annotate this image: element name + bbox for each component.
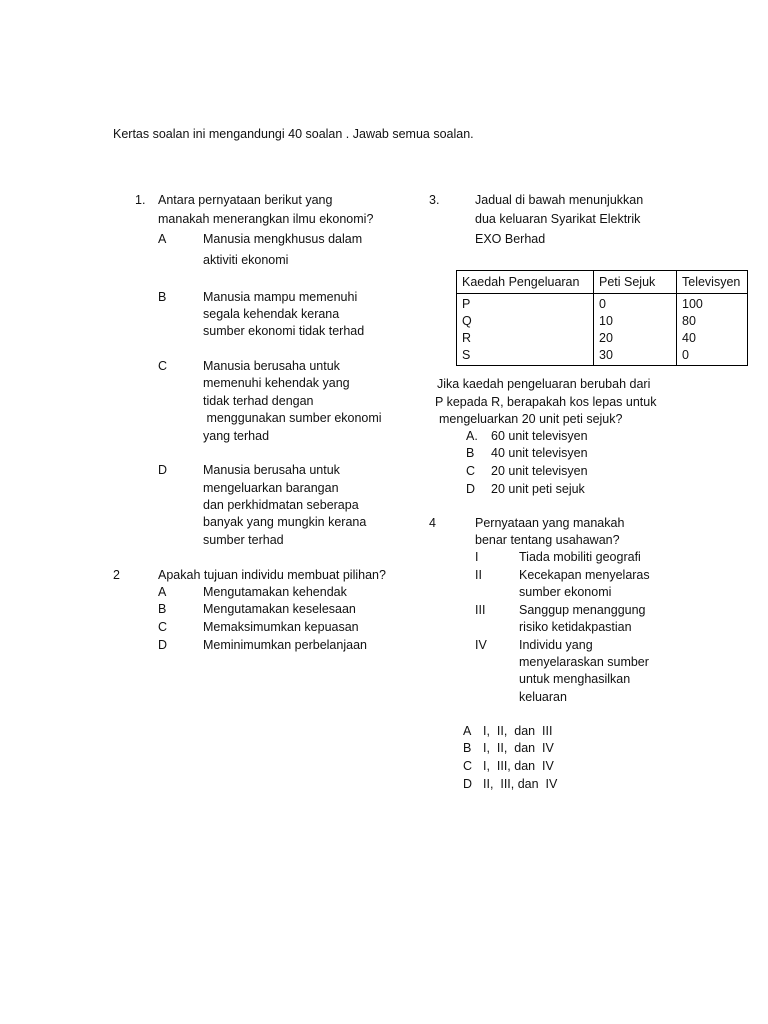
option-letter: C bbox=[466, 464, 476, 478]
option-text-line: yang terhad bbox=[203, 429, 270, 443]
question-stem-line: Antara pernyataan berikut yang bbox=[158, 193, 333, 207]
option-letter: A bbox=[158, 232, 167, 246]
option-text-line: memenuhi kehendak yang bbox=[203, 376, 350, 390]
option-text-line: Manusia berusaha untuk bbox=[203, 463, 340, 477]
option-text: Mengutamakan keselesaan bbox=[203, 602, 356, 616]
option-text-line: mengeluarkan barangan bbox=[203, 481, 339, 495]
table-cell: 30 bbox=[594, 347, 677, 366]
option-text: I, II, dan IV bbox=[483, 741, 554, 755]
question-stem-line: dua keluaran Syarikat Elektrik bbox=[475, 212, 641, 226]
table-cell: P bbox=[457, 294, 594, 314]
table-cell: 80 bbox=[677, 313, 748, 330]
option-text-line: sumber terhad bbox=[203, 533, 284, 547]
option-text-line: Manusia mampu memenuhi bbox=[203, 290, 358, 304]
option-letter: C bbox=[463, 759, 473, 773]
option-letter: B bbox=[158, 602, 167, 616]
table-cell: Q bbox=[457, 313, 594, 330]
option-letter: A bbox=[158, 585, 167, 599]
question-stem-line: manakah menerangkan ilmu ekonomi? bbox=[158, 212, 374, 226]
statement-numeral: II bbox=[475, 568, 482, 582]
option-letter: A. bbox=[466, 429, 478, 443]
statement-text-line: untuk menghasilkan bbox=[519, 672, 631, 686]
table-cell: 10 bbox=[594, 313, 677, 330]
option-text: I, II, dan III bbox=[483, 724, 553, 738]
option-text-line: tidak terhad dengan bbox=[203, 394, 314, 408]
instructions: Kertas soalan ini mengandungi 40 soalan . Jawab semua soalan. bbox=[113, 127, 474, 141]
option-text-line: aktiviti ekonomi bbox=[203, 253, 289, 267]
question-number: 1. bbox=[135, 193, 146, 207]
statement-text-line: Sanggup menanggung bbox=[519, 603, 646, 617]
option-letter: D bbox=[466, 482, 476, 496]
statement-numeral: IV bbox=[475, 638, 487, 652]
option-text: 60 unit televisyen bbox=[491, 429, 588, 443]
table-cell: 0 bbox=[677, 347, 748, 366]
option-letter: B bbox=[466, 446, 475, 460]
option-text-line: banyak yang mungkin kerana bbox=[203, 515, 367, 529]
statement-text-line: Tiada mobiliti geografi bbox=[519, 550, 641, 564]
question-number: 4 bbox=[429, 516, 436, 530]
option-text-line: Manusia mengkhusus dalam bbox=[203, 232, 363, 246]
option-text: 20 unit televisyen bbox=[491, 464, 588, 478]
table-row bbox=[457, 313, 748, 330]
column-header: Kaedah Pengeluaran bbox=[457, 271, 594, 294]
statement-numeral: III bbox=[475, 603, 486, 617]
option-text: Memaksimumkan kepuasan bbox=[203, 620, 359, 634]
table-cell: S bbox=[457, 347, 594, 366]
statement-text-line: menyelaraskan sumber bbox=[519, 655, 649, 669]
statement-text-line: Kecekapan menyelaras bbox=[519, 568, 650, 582]
table-row bbox=[457, 347, 748, 366]
statement-text-line: keluaran bbox=[519, 690, 567, 704]
column-header: Peti Sejuk bbox=[594, 271, 677, 294]
question-stem: Apakah tujuan individu membuat pilihan? bbox=[158, 568, 386, 582]
option-text: 40 unit televisyen bbox=[491, 446, 588, 460]
production-table bbox=[456, 270, 748, 366]
table-row bbox=[457, 330, 748, 347]
question-text-line: Jika kaedah pengeluaran berubah dari bbox=[437, 377, 651, 391]
question-stem-line: Jadual di bawah menunjukkan bbox=[475, 193, 644, 207]
statement-text-line: risiko ketidakpastian bbox=[519, 620, 632, 634]
question-number: 2 bbox=[113, 568, 120, 582]
option-letter: D bbox=[463, 777, 473, 791]
option-text: Meminimumkan perbelanjaan bbox=[203, 638, 367, 652]
option-text-line: dan perkhidmatan seberapa bbox=[203, 498, 359, 512]
table-cell: 0 bbox=[594, 294, 677, 314]
question-text-line: mengeluarkan 20 unit peti sejuk? bbox=[439, 412, 623, 426]
table-header-row bbox=[457, 271, 748, 294]
statement-text-line: Individu yang bbox=[519, 638, 593, 652]
statement-numeral: I bbox=[475, 550, 479, 564]
option-text-line: menggunakan sumber ekonomi bbox=[203, 411, 382, 425]
table-cell: R bbox=[457, 330, 594, 347]
option-letter: D bbox=[158, 463, 168, 477]
option-text-line: segala kehendak kerana bbox=[203, 307, 340, 321]
table-cell: 100 bbox=[677, 294, 748, 314]
question-stem-line: Pernyataan yang manakah bbox=[475, 516, 625, 530]
table-cell: 20 bbox=[594, 330, 677, 347]
option-letter: C bbox=[158, 620, 168, 634]
option-letter: D bbox=[158, 638, 168, 652]
option-text-line: Manusia berusaha untuk bbox=[203, 359, 340, 373]
option-letter: C bbox=[158, 359, 168, 373]
statement-text-line: sumber ekonomi bbox=[519, 585, 612, 599]
option-text: II, III, dan IV bbox=[483, 777, 558, 791]
question-text-line: P kepada R, berapakah kos lepas untuk bbox=[435, 395, 657, 409]
option-text: 20 unit peti sejuk bbox=[491, 482, 585, 496]
option-text-line: sumber ekonomi tidak terhad bbox=[203, 324, 365, 338]
option-letter: B bbox=[158, 290, 167, 304]
table-cell: 40 bbox=[677, 330, 748, 347]
table-row bbox=[457, 294, 748, 314]
option-letter: B bbox=[463, 741, 472, 755]
option-text: Mengutamakan kehendak bbox=[203, 585, 347, 599]
option-text: I, III, dan IV bbox=[483, 759, 554, 773]
question-number: 3. bbox=[429, 193, 440, 207]
option-letter: A bbox=[463, 724, 472, 738]
column-header: Televisyen bbox=[677, 271, 748, 294]
question-stem-line: benar tentang usahawan? bbox=[475, 533, 620, 547]
question-stem-line: EXO Berhad bbox=[475, 232, 546, 246]
